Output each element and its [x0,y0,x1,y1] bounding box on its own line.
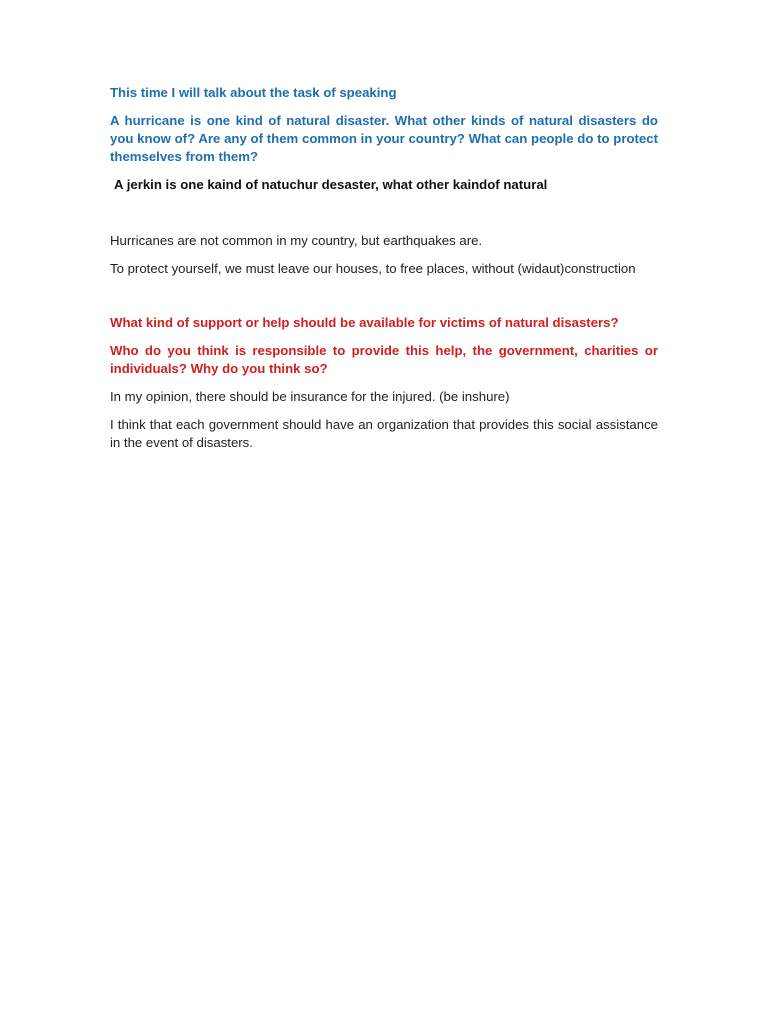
question-natural-disasters: A hurricane is one kind of natural disaster. What other kinds of natural disasters do you know of? Are any of them common in your country? What can people do to protect themselves from them? [110,113,658,164]
document-page [110,84,658,452]
answer-hurricanes-common: Hurricanes are not common in my country, but earthquakes are. [110,233,483,248]
answer-government-organization: I think that each government should have an organization that provides this social assistance in the event of disasters. [110,417,658,450]
draft-transcription-line: A jerkin is one kaind of natuchur desaster, what other kaindof natural [114,177,548,192]
answer-protect-yourself: To protect yourself, we must leave our houses, to free places, without (widaut)construction [110,261,636,276]
answer-insurance: In my opinion, there should be insurance for the injured. (be inshure) [110,389,510,404]
question-support-for-victims: What kind of support or help should be available for victims of natural disasters? [110,315,619,330]
question-who-is-responsible: Who do you think is responsible to provide this help, the government, charities or individuals? Why do you think so? [110,343,658,376]
document-title: This time I will talk about the task of speaking [110,85,397,100]
